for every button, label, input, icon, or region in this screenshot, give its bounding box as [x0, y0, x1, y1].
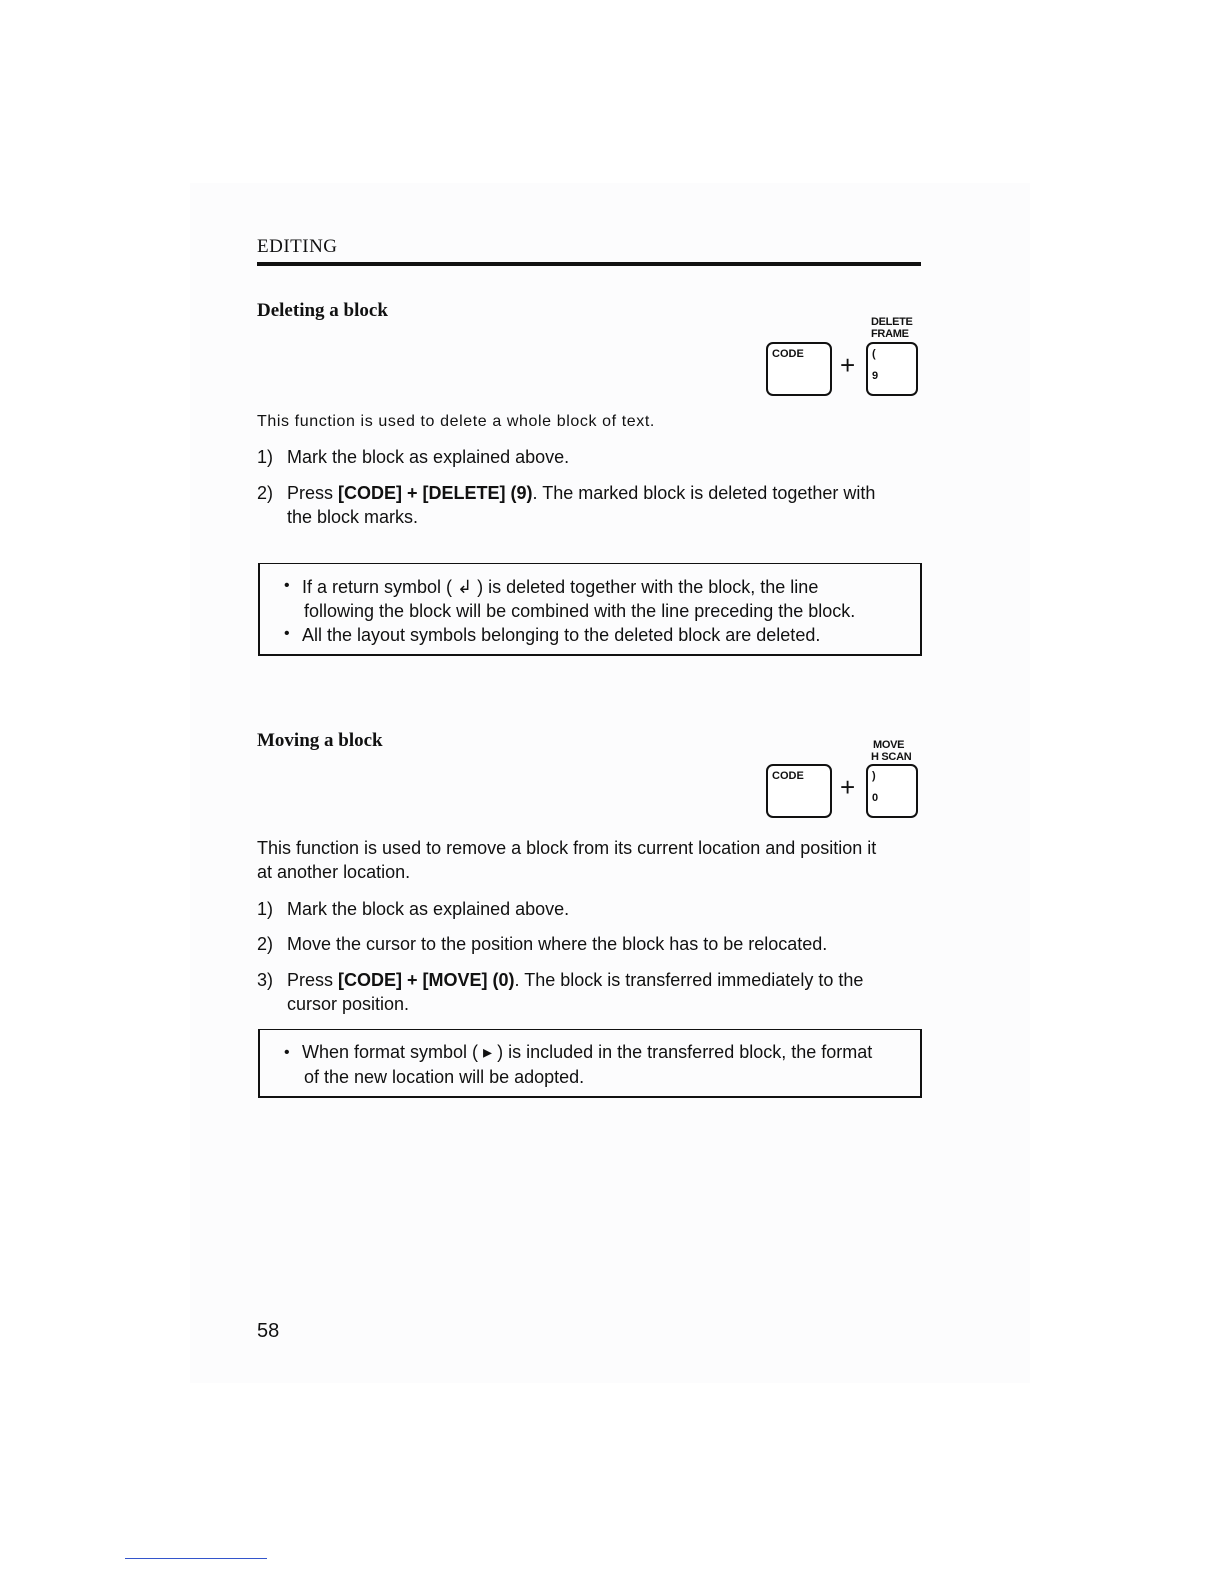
move-key-char-upper: ) — [872, 770, 876, 782]
step-text-post: . The marked block is deleted together with — [532, 483, 876, 503]
step-text: Move the cursor to the position where the block has to be relocated. — [287, 934, 828, 954]
move-key-label-top: MOVE — [873, 739, 905, 751]
plus-sign: + — [840, 350, 856, 380]
header-rule — [257, 262, 921, 266]
bullet: • — [284, 1044, 290, 1061]
step-number: 3) — [257, 970, 274, 990]
code-key — [766, 342, 832, 396]
step-text — [287, 481, 923, 505]
delete-note-box — [258, 563, 922, 656]
page-number: 58 — [257, 1320, 280, 1342]
step-text — [287, 968, 923, 992]
step-number: 1) — [257, 447, 274, 467]
code-key — [766, 764, 832, 818]
bullet: • — [284, 625, 290, 642]
note-line: If a return symbol ( ↲ ) is deleted together with the block, the line — [302, 577, 819, 597]
step-text-pre: Press — [287, 970, 339, 990]
move-intro-line1: This function is used to remove a block from its current location and position it — [257, 838, 877, 858]
code-key-label: CODE — [772, 770, 804, 782]
move-key-label-bottom: H SCAN — [871, 751, 912, 763]
note-line: of the new location will be adopted. — [304, 1067, 585, 1087]
delete-key — [866, 342, 918, 396]
step-text-post: . The block is transferred immediately to the — [514, 970, 864, 990]
move-key-char-lower: 0 — [872, 792, 879, 804]
delete-intro: This function is used to delete a whole block of text. — [257, 413, 655, 430]
step-text: Mark the block as explained above. — [287, 899, 570, 919]
bullet: • — [284, 577, 290, 594]
step-text-pre: Press — [287, 483, 339, 503]
delete-key-char-upper: ( — [872, 348, 876, 360]
step-text-continued: cursor position. — [287, 994, 410, 1014]
delete-key-char-lower: 9 — [872, 370, 879, 382]
move-intro-line2: at another location. — [257, 862, 411, 882]
note-line: following the block will be combined with the line preceding the block. — [304, 601, 856, 621]
note-line: When format symbol ( ▸ ) is included in the transferred block, the format — [302, 1042, 873, 1062]
step-text-continued: the block marks. — [287, 507, 419, 527]
step-text: Mark the block as explained above. — [287, 447, 570, 467]
step-number: 2) — [257, 483, 274, 503]
footer-line — [125, 1558, 267, 1559]
step-number: 1) — [257, 899, 274, 919]
plus-sign: + — [840, 772, 856, 802]
move-note-box — [258, 1029, 922, 1098]
move-block-title: Moving a block — [257, 730, 383, 751]
delete-block-title: Deleting a block — [257, 300, 388, 321]
section-title: EDITING — [257, 236, 338, 257]
delete-key-label-top: DELETE — [871, 316, 913, 328]
step-keys: [CODE] + [MOVE] (0) — [338, 970, 515, 990]
note-line: All the layout symbols belonging to the deleted block are deleted. — [302, 625, 821, 645]
code-key-label: CODE — [772, 348, 804, 360]
step-number: 2) — [257, 934, 274, 954]
step-keys: [CODE] + [DELETE] (9) — [338, 483, 533, 503]
delete-key-label-bottom: FRAME — [871, 328, 909, 340]
move-key — [866, 764, 918, 818]
